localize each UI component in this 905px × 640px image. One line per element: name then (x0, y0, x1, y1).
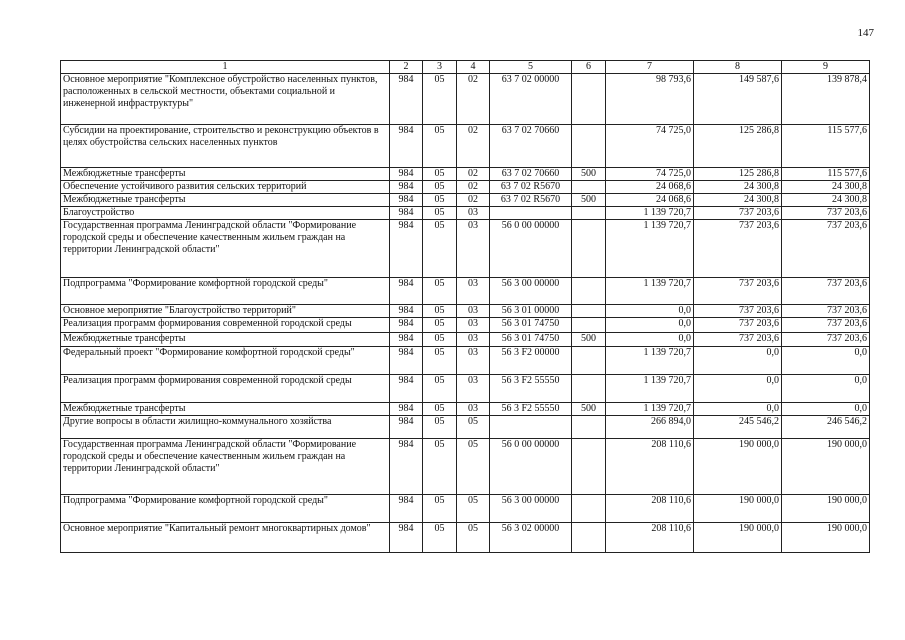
admin-code: 984 (390, 375, 423, 403)
amount-year-2: 0,0 (694, 375, 782, 403)
section-code: 05 (423, 181, 457, 194)
expense-type-code: 500 (572, 194, 606, 207)
header-cell: 7 (606, 61, 694, 74)
row-name: Межбюджетные трансферты (61, 403, 390, 416)
row-name: Межбюджетные трансферты (61, 333, 390, 347)
row-name: Благоустройство (61, 207, 390, 220)
row-name: Реализация программ формирования современной городской среды (61, 318, 390, 333)
admin-code: 984 (390, 347, 423, 375)
section-code: 05 (423, 495, 457, 523)
subsection-code: 03 (457, 305, 490, 318)
section-code: 05 (423, 416, 457, 439)
amount-year-3: 190 000,0 (782, 523, 870, 553)
admin-code: 984 (390, 207, 423, 220)
section-code: 05 (423, 194, 457, 207)
target-article-code: 56 3 00 00000 (490, 495, 572, 523)
amount-year-2: 737 203,6 (694, 220, 782, 278)
subsection-code: 03 (457, 207, 490, 220)
table-row (61, 278, 870, 305)
amount-year-3: 115 577,6 (782, 168, 870, 181)
table-row (61, 181, 870, 194)
target-article-code: 56 0 00 00000 (490, 439, 572, 495)
row-name: Основное мероприятие "Капитальный ремонт многоквартирных домов" (61, 523, 390, 553)
target-article-code: 63 7 02 R5670 (490, 181, 572, 194)
table-row (61, 416, 870, 439)
admin-code: 984 (390, 495, 423, 523)
amount-year-1: 1 139 720,7 (606, 207, 694, 220)
target-article-code (490, 207, 572, 220)
amount-year-2: 0,0 (694, 403, 782, 416)
admin-code: 984 (390, 403, 423, 416)
admin-code: 984 (390, 305, 423, 318)
amount-year-1: 1 139 720,7 (606, 278, 694, 305)
subsection-code: 02 (457, 74, 490, 125)
table-row (61, 220, 870, 278)
table-row (61, 207, 870, 220)
row-name: Другие вопросы в области жилищно-коммунального хозяйства (61, 416, 390, 439)
amount-year-2: 190 000,0 (694, 495, 782, 523)
target-article-code: 63 7 02 R5670 (490, 194, 572, 207)
amount-year-1: 208 110,6 (606, 523, 694, 553)
table-row (61, 125, 870, 168)
header-cell: 8 (694, 61, 782, 74)
table-row (61, 439, 870, 495)
section-code: 05 (423, 333, 457, 347)
amount-year-1: 266 894,0 (606, 416, 694, 439)
row-name: Подпрограмма "Формирование комфортной городской среды" (61, 495, 390, 523)
amount-year-2: 125 286,8 (694, 168, 782, 181)
target-article-code: 56 3 01 00000 (490, 305, 572, 318)
target-article-code: 56 3 F2 55550 (490, 403, 572, 416)
row-name: Субсидии на проектирование, строительство и реконструкцию объектов в целях обустройства сельских населенных пунктов (61, 125, 390, 168)
table-row (61, 194, 870, 207)
header-cell: 4 (457, 61, 490, 74)
amount-year-1: 208 110,6 (606, 439, 694, 495)
section-code: 05 (423, 375, 457, 403)
target-article-code: 63 7 02 00000 (490, 74, 572, 125)
row-name: Межбюджетные трансферты (61, 168, 390, 181)
target-article-code: 56 0 00 00000 (490, 220, 572, 278)
subsection-code: 03 (457, 220, 490, 278)
header-cell: 9 (782, 61, 870, 74)
amount-year-1: 1 139 720,7 (606, 347, 694, 375)
header-cell: 5 (490, 61, 572, 74)
target-article-code (490, 416, 572, 439)
amount-year-3: 737 203,6 (782, 278, 870, 305)
amount-year-3: 246 546,2 (782, 416, 870, 439)
subsection-code: 02 (457, 194, 490, 207)
amount-year-2: 737 203,6 (694, 207, 782, 220)
subsection-code: 03 (457, 403, 490, 416)
expense-type-code (572, 125, 606, 168)
expense-type-code (572, 74, 606, 125)
table-row (61, 347, 870, 375)
section-code: 05 (423, 207, 457, 220)
table-row (61, 523, 870, 553)
amount-year-3: 190 000,0 (782, 439, 870, 495)
expense-type-code (572, 181, 606, 194)
amount-year-1: 0,0 (606, 305, 694, 318)
expense-type-code (572, 347, 606, 375)
admin-code: 984 (390, 439, 423, 495)
amount-year-2: 149 587,6 (694, 74, 782, 125)
target-article-code: 63 7 02 70660 (490, 125, 572, 168)
expense-type-code (572, 278, 606, 305)
target-article-code: 56 3 02 00000 (490, 523, 572, 553)
amount-year-3: 737 203,6 (782, 220, 870, 278)
amount-year-2: 0,0 (694, 347, 782, 375)
expense-type-code (572, 220, 606, 278)
table-body (61, 74, 870, 553)
header-cell: 1 (61, 61, 390, 74)
row-name: Основное мероприятие "Благоустройство территорий" (61, 305, 390, 318)
row-name: Подпрограмма "Формирование комфортной городской среды" (61, 278, 390, 305)
expense-type-code (572, 439, 606, 495)
row-name: Государственная программа Ленинградской области "Формирование городской среды и обеспечение качественным жильем граждан на территории Ленинградской области" (61, 439, 390, 495)
amount-year-2: 245 546,2 (694, 416, 782, 439)
amount-year-3: 0,0 (782, 403, 870, 416)
expense-type-code (572, 305, 606, 318)
amount-year-3: 737 203,6 (782, 305, 870, 318)
header-cell: 6 (572, 61, 606, 74)
budget-table (60, 60, 870, 553)
amount-year-3: 24 300,8 (782, 181, 870, 194)
row-name: Обеспечение устойчивого развития сельских территорий (61, 181, 390, 194)
amount-year-1: 0,0 (606, 333, 694, 347)
row-name: Межбюджетные трансферты (61, 194, 390, 207)
admin-code: 984 (390, 181, 423, 194)
admin-code: 984 (390, 333, 423, 347)
expense-type-code (572, 318, 606, 333)
expense-type-code: 500 (572, 333, 606, 347)
row-name: Федеральный проект "Формирование комфортной городской среды" (61, 347, 390, 375)
admin-code: 984 (390, 168, 423, 181)
subsection-code: 02 (457, 181, 490, 194)
section-code: 05 (423, 403, 457, 416)
amount-year-1: 74 725,0 (606, 168, 694, 181)
table-row (61, 74, 870, 125)
amount-year-1: 1 139 720,7 (606, 220, 694, 278)
table-row (61, 333, 870, 347)
table-row (61, 495, 870, 523)
target-article-code: 56 3 F2 55550 (490, 375, 572, 403)
subsection-code: 05 (457, 416, 490, 439)
expense-type-code (572, 375, 606, 403)
subsection-code: 02 (457, 125, 490, 168)
admin-code: 984 (390, 220, 423, 278)
subsection-code: 05 (457, 439, 490, 495)
subsection-code: 03 (457, 375, 490, 403)
amount-year-1: 0,0 (606, 318, 694, 333)
section-code: 05 (423, 220, 457, 278)
amount-year-1: 98 793,6 (606, 74, 694, 125)
row-name: Реализация программ формирования современной городской среды (61, 375, 390, 403)
subsection-code: 02 (457, 168, 490, 181)
table-row (61, 168, 870, 181)
amount-year-1: 74 725,0 (606, 125, 694, 168)
amount-year-1: 208 110,6 (606, 495, 694, 523)
subsection-code: 03 (457, 347, 490, 375)
target-article-code: 63 7 02 70660 (490, 168, 572, 181)
target-article-code: 56 3 01 74750 (490, 318, 572, 333)
amount-year-3: 190 000,0 (782, 495, 870, 523)
table-row (61, 318, 870, 333)
amount-year-3: 737 203,6 (782, 207, 870, 220)
amount-year-1: 24 068,6 (606, 194, 694, 207)
amount-year-3: 737 203,6 (782, 318, 870, 333)
header-cell: 3 (423, 61, 457, 74)
expense-type-code (572, 416, 606, 439)
amount-year-2: 737 203,6 (694, 333, 782, 347)
expense-type-code: 500 (572, 403, 606, 416)
target-article-code: 56 3 01 74750 (490, 333, 572, 347)
amount-year-2: 125 286,8 (694, 125, 782, 168)
amount-year-3: 0,0 (782, 347, 870, 375)
amount-year-3: 737 203,6 (782, 333, 870, 347)
expense-type-code: 500 (572, 168, 606, 181)
subsection-code: 05 (457, 523, 490, 553)
amount-year-2: 737 203,6 (694, 318, 782, 333)
section-code: 05 (423, 74, 457, 125)
admin-code: 984 (390, 278, 423, 305)
amount-year-2: 737 203,6 (694, 278, 782, 305)
row-name: Основное мероприятие "Комплексное обустройство населенных пунктов, расположенных в сельской местности, объектами социальной и инженерной инфраструктуры" (61, 74, 390, 125)
admin-code: 984 (390, 416, 423, 439)
header-row (61, 61, 870, 74)
header-cell: 2 (390, 61, 423, 74)
table-row (61, 305, 870, 318)
amount-year-1: 1 139 720,7 (606, 375, 694, 403)
amount-year-3: 139 878,4 (782, 74, 870, 125)
section-code: 05 (423, 439, 457, 495)
expense-type-code (572, 495, 606, 523)
section-code: 05 (423, 318, 457, 333)
subsection-code: 05 (457, 495, 490, 523)
amount-year-1: 1 139 720,7 (606, 403, 694, 416)
row-name: Государственная программа Ленинградской области "Формирование городской среды и обеспечение качественным жильем граждан на территории Ленинградской области" (61, 220, 390, 278)
admin-code: 984 (390, 125, 423, 168)
section-code: 05 (423, 125, 457, 168)
subsection-code: 03 (457, 333, 490, 347)
section-code: 05 (423, 523, 457, 553)
admin-code: 984 (390, 74, 423, 125)
section-code: 05 (423, 168, 457, 181)
section-code: 05 (423, 278, 457, 305)
amount-year-2: 737 203,6 (694, 305, 782, 318)
table-row (61, 403, 870, 416)
target-article-code: 56 3 00 00000 (490, 278, 572, 305)
admin-code: 984 (390, 523, 423, 553)
amount-year-2: 24 300,8 (694, 181, 782, 194)
admin-code: 984 (390, 318, 423, 333)
subsection-code: 03 (457, 278, 490, 305)
amount-year-3: 115 577,6 (782, 125, 870, 168)
table-row (61, 375, 870, 403)
amount-year-3: 24 300,8 (782, 194, 870, 207)
amount-year-2: 190 000,0 (694, 523, 782, 553)
admin-code: 984 (390, 194, 423, 207)
expense-type-code (572, 523, 606, 553)
amount-year-2: 190 000,0 (694, 439, 782, 495)
section-code: 05 (423, 347, 457, 375)
amount-year-3: 0,0 (782, 375, 870, 403)
subsection-code: 03 (457, 318, 490, 333)
page-number: 147 (857, 27, 874, 39)
section-code: 05 (423, 305, 457, 318)
amount-year-1: 24 068,6 (606, 181, 694, 194)
expense-type-code (572, 207, 606, 220)
target-article-code: 56 3 F2 00000 (490, 347, 572, 375)
amount-year-2: 24 300,8 (694, 194, 782, 207)
